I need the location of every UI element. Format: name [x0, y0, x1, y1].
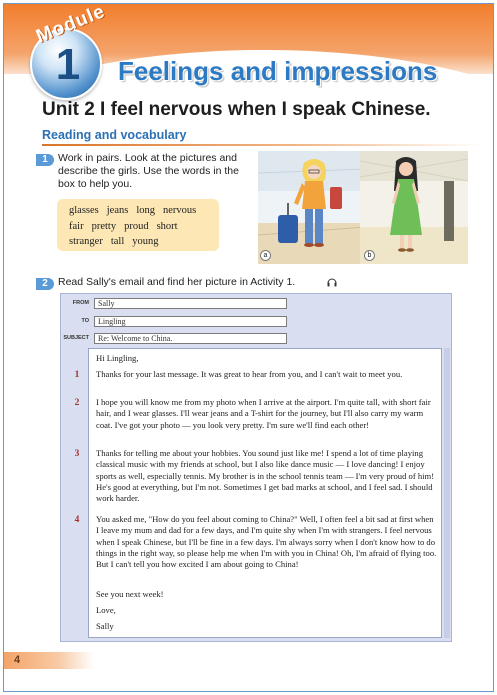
vocabulary-word: glasses — [69, 205, 99, 216]
email-closing: See you next week! — [96, 589, 164, 599]
paragraph-number: 3 — [74, 449, 80, 459]
picture-b-label: b — [364, 250, 375, 261]
email-signoff: Love, — [96, 605, 116, 615]
picture-a-label: a — [260, 250, 271, 261]
email-paragraph: Thanks for your last message. It was great to hear from you, and I can't wait to meet you. — [96, 369, 403, 379]
vocabulary-word: tall — [110, 236, 125, 247]
section-divider — [42, 144, 482, 146]
vocabulary-word: proud — [124, 220, 149, 232]
paragraph-number: 4 — [74, 515, 80, 525]
headphones-icon[interactable] — [326, 275, 338, 287]
activity-1-instruction: Work in pairs. Look at the pictures and describe the girls. Use the words in the box to help you. — [58, 152, 239, 190]
email-greeting: Hi Lingling, — [96, 353, 139, 363]
vocabulary-word: nervous — [163, 205, 197, 216]
email-scrollbar[interactable] — [444, 348, 450, 638]
activity-1-number: 1 — [36, 154, 54, 166]
subject-field: Re: Welcome to China. — [94, 333, 287, 344]
activity-2-number: 2 — [36, 278, 54, 290]
activity-2-instruction: Read Sally's email and find her picture in Activity 1. — [58, 276, 296, 288]
vocabulary-word: short — [156, 220, 178, 232]
paragraph-number: 2 — [74, 398, 80, 408]
email-paragraph: You asked me, "How do you feel about coming to China?" Well, I often feel a bit sad at first when I leave my mum and dad for a few days, and I'm quite shy when I'm with strangers. I feel nervous when I speak Chinese, but I'll be fine in a few days. I'm always sorry when I don't know how to do things in the right way, so please help me when I'm with you in China! Oh, I'm afraid of flying too. But I can't tell you how excited I am about going to China! — [96, 514, 437, 570]
vocabulary-word: young — [132, 236, 159, 247]
from-label: FROM — [72, 300, 89, 306]
from-field: Sally — [94, 298, 287, 309]
airport-girl-illustration — [258, 151, 366, 264]
unit-title: Unit 2 I feel nervous when I speak Chinese. — [42, 99, 431, 120]
email-signature: Sally — [96, 621, 114, 631]
vocabulary-row — [69, 234, 219, 250]
vocabulary-row — [69, 203, 219, 219]
to-field: Lingling — [94, 316, 287, 327]
module-title: Feelings and impressions — [118, 56, 438, 86]
picture-a-airport-girl — [258, 151, 366, 264]
subject-label: SUBJECT — [63, 335, 89, 341]
vocabulary-word: fair — [69, 220, 84, 232]
to-label: TO — [81, 318, 89, 324]
vocabulary-word: pretty — [91, 220, 117, 232]
email-paragraph: Thanks for telling me about your hobbies. You sound just like me! I spend a lot of time playing classical music with my friends at school, but I also like dance music — I love dancing! I enjoy sports as well, especially tennis. My brother is in the school tennis team — I'm very proud of him! He's good at everything, but I'm not. Sometimes I get bad marks at school, and I feel sad. I should work harder. — [96, 448, 435, 504]
green-dress-girl-illustration — [360, 151, 468, 264]
vocabulary-word: long — [136, 205, 155, 216]
email-window — [60, 293, 452, 642]
picture-b-green-dress-girl — [360, 151, 468, 264]
vocabulary-word: jeans — [106, 205, 129, 216]
vocabulary-word: stranger — [69, 236, 103, 247]
vocabulary-box — [57, 199, 219, 251]
module-number: 1 — [55, 40, 81, 89]
page-number: 4 — [14, 654, 21, 666]
module-label: Module — [33, 0, 109, 48]
section-heading: Reading and vocabulary — [42, 128, 187, 142]
paragraph-number: 1 — [74, 370, 80, 380]
vocabulary-row — [69, 219, 219, 235]
email-paragraph: I hope you will know me from my photo when I arrive at the airport. I'm quite tall, with short fair hair, and I wear glasses. I'll wear jeans and a T-shirt for the journey, but I'll also carry my warm coat. I've got your photo — you look very pretty. I'm sure we'll find each other! — [96, 397, 431, 430]
